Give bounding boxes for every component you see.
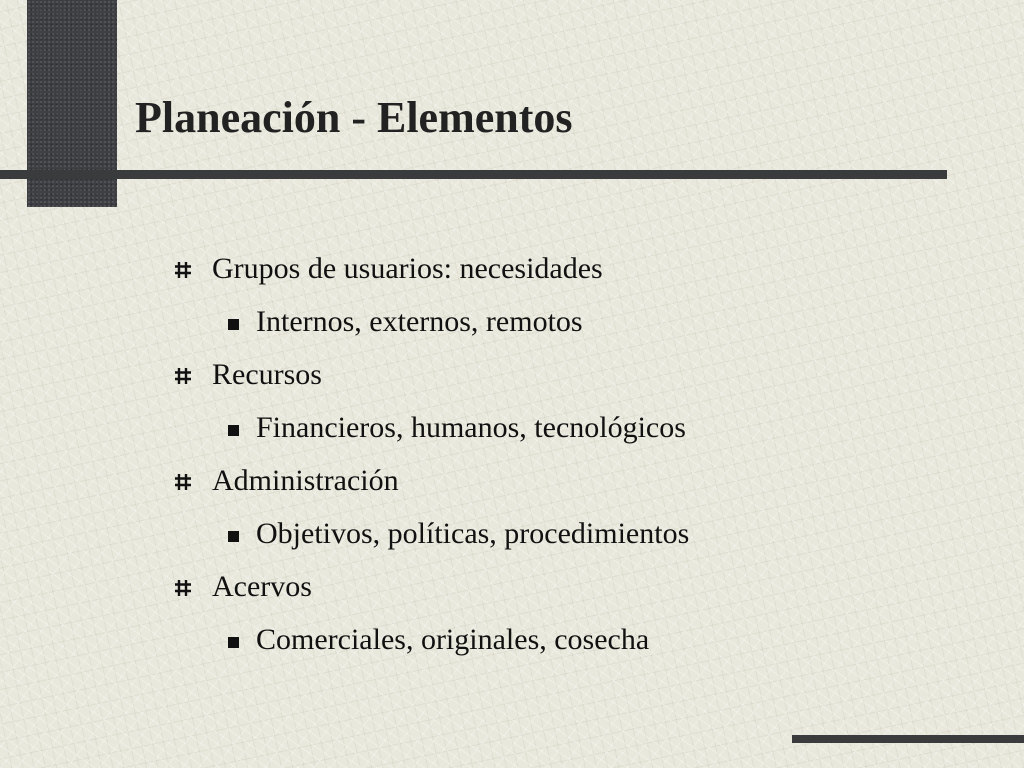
hash-bullet-icon [173,260,193,280]
bullet-text: Administración [212,464,399,497]
hash-bullet-icon [173,578,193,598]
bullet-text: Grupos de usuarios: necesidades [212,252,603,285]
square-bullet-icon [228,531,239,542]
sub-bullet-item [172,398,972,458]
bullet-item [172,458,972,504]
sub-bullet-text: Objetivos, políticas, procedimientos [256,517,690,550]
footer-divider [792,735,1024,743]
sub-bullet-text: Comerciales, originales, cosecha [256,623,650,656]
hash-bullet-icon [173,472,193,492]
square-bullet-icon [228,319,239,330]
sub-bullet-text: Financieros, humanos, tecnológicos [256,411,686,444]
hash-bullet-icon [173,366,193,386]
bullet-item [172,564,972,610]
slide-title: Planeación - Elementos [135,93,573,142]
sub-bullet-text: Internos, externos, remotos [256,305,583,338]
title-divider [0,170,947,179]
bullet-text: Recursos [212,358,322,391]
bullet-text: Acervos [212,570,312,603]
bullet-list [172,246,972,670]
sub-bullet-item [172,504,972,564]
bullet-item [172,246,972,292]
sub-bullet-item [172,610,972,670]
sub-bullet-item [172,292,972,352]
bullet-item [172,352,972,398]
square-bullet-icon [228,425,239,436]
square-bullet-icon [228,637,239,648]
